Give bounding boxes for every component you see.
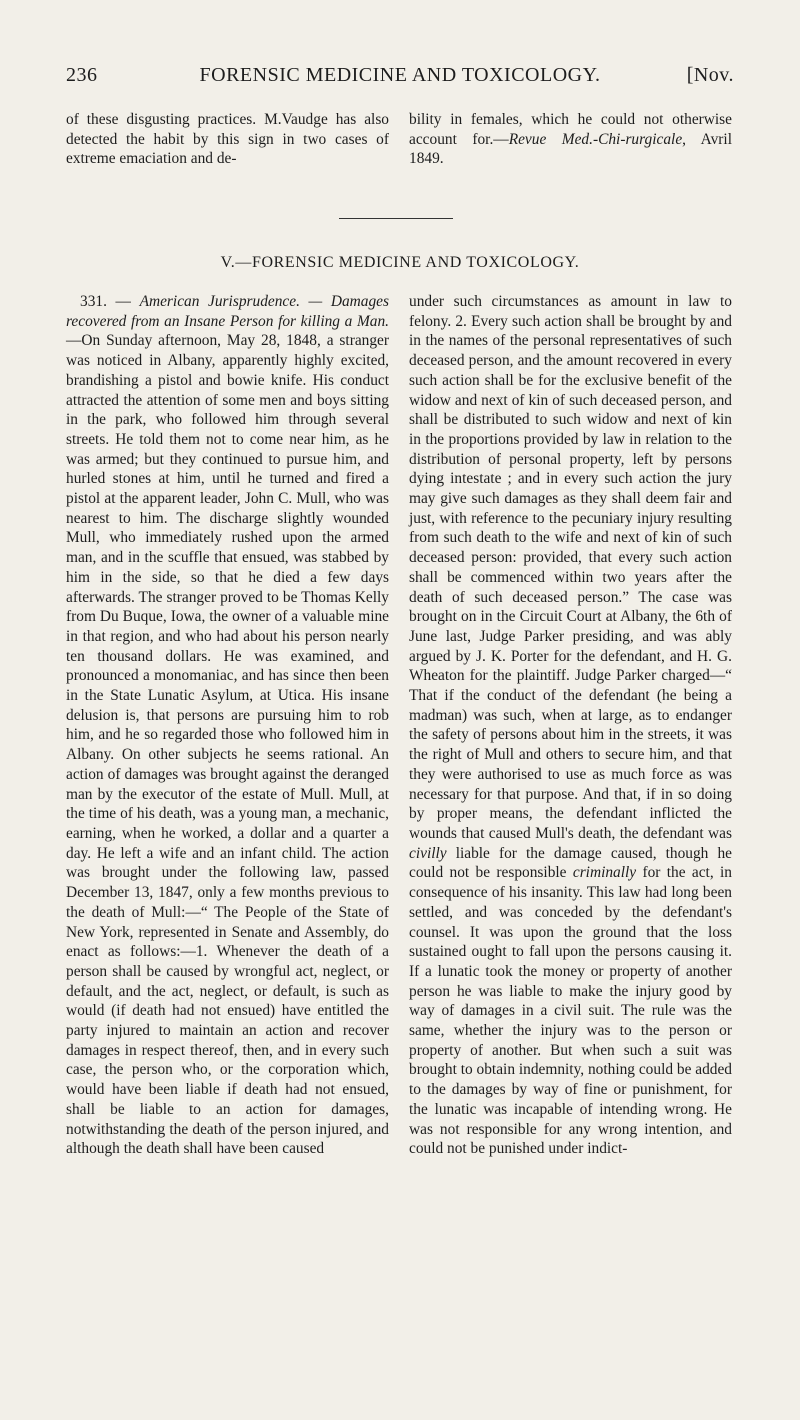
emphasis-civilly: civilly bbox=[409, 844, 447, 862]
running-title: FORENSIC MEDICINE AND TOXICOLOGY. bbox=[199, 64, 601, 86]
top-left-paragraph: of these disgusting practices. M.Vaudge has also detected the habit by this sign in two cases of extreme emaciation and de- bbox=[66, 111, 389, 168]
page-number: 236 bbox=[66, 64, 98, 86]
article-number: 331. — bbox=[80, 293, 140, 310]
running-month: [Nov. bbox=[686, 64, 734, 86]
article-continuation bbox=[409, 292, 732, 1159]
article-body-left: —On Sunday afternoon, May 28, 1848, a stranger was noticed in Albany, apparently highly excited, brandishing a pistol and bowie knife. His conduct attracted the attention of some men and boys sitting in the park, who followed him through several streets. He told them not to come near him, as he was armed; but they continued to pursue him, and hurled stones at him, until he turned and fired a pistol at the apparent leader, John C. Mull, who was nearest to him. The discharge slightly wounded Mull, who immediately rushed upon the armed man, and in the scuffle that ensued, was stabbed by him in the side, so that he died a few days afterwards. The stranger proved to be Thomas Kelly from Du Buque, Iowa, the owner of a valuable mine in that region, and who had about his person nearly ten thousand dollars. He was examined, and pronounced a monomaniac, and has since then been in the State Lunatic Asylum, at Utica. His insane delusion is, that persons are pursuing him to rob him, and he so regarded those who followed him in Albany. On other subjects he seems rational. An action of damages was brought against the deranged man by the executor of the estate of Mull. Mull, at the time of his death, was a young man, a mechanic, earning, when he worked, a dollar and a quarter a day. He left a wife and an infant child. The action was brought under the following law, passed December 13, 1847, only a few months previous to the death of Mull:—“ The People of the State of New York, represented in Senate and Assembly, do enact as follows:—1. Whenever the death of a person shall be caused by wrongful act, neglect, or default, and the act, neglect, or default, is such as would (if death had not ensued) have entitled the party injured to maintain an action and recover damages in respect thereof, then, and in every such case, the person who, or the corporation which, would have been liable if death had not ensued, shall be liable to an action for damages, notwithstanding the death of the person injured, and although the death shall have been caused bbox=[66, 332, 389, 1158]
article-body-right-3: for the act, in consequence of his insanity. This law had long been settled, and was conceded by the defendant's counsel. It was upon the ground that the loss sustained ought to fall upon the persons causing it. If a lunatic took the money or property of another person he was liable to make the injury good by way of damages in a civil suit. The rule was the same, whether the injury was to the person or property of another. But when such a suit was brought to obtain indemnity, nothing could be added to the damages by way of fine or punishment, for the lunatic was incapable of intending wrong. He was not responsible for any wrong intention, and could not be punished under indict- bbox=[409, 864, 733, 1158]
running-header bbox=[66, 64, 734, 94]
citation-date: , Avril 1849. bbox=[409, 130, 732, 168]
top-left-column bbox=[66, 110, 389, 169]
article-paragraph bbox=[66, 292, 389, 1159]
section-divider bbox=[339, 218, 453, 219]
top-right-text: bility in females, which he could not otherwise account for. bbox=[409, 111, 732, 148]
top-right-column bbox=[409, 110, 732, 169]
article-body-right-2: liable for the damage caused, though he could not be responsible bbox=[409, 844, 732, 882]
article-body-right-1: under such circumstances as amount in law to felony. 2. Every such action shall be brought by and in the names of the personal representatives of such deceased person, and the amount recovered in every such action shall be for the exclusive benefit of the widow and next of kin of such deceased person, and shall be distributed to such widow and next of kin in the proportions provided by law in relation to the distribution of personal property, left by persons dying intestate ; and in every such action the jury may give such damages as they shall deem fair and just, with reference to the pecuniary injury resulting from such death to the wife and next of kin of such deceased person: provided, that every such action shall be commenced within two years after the death of such deceased person.” The case was brought on in the Circuit Court at Albany, the 6th of June last, Judge Parker presiding, and was ably argued by J. K. Porter for the defendant, and H. G. Wheaton for the plaintiff. Judge Parker charged—“ That if the conduct of the defendant (he being a madman) was such, when at large, as to endanger the safety of persons about him in the streets, it was the right of Mull and others to secure him, and that they were authorised to use as much force as was necessary for that purpose. And that, if in so doing by proper means, the defendant inflicted the wounds that caused Mull's death, the defendant was bbox=[409, 293, 732, 842]
top-right-paragraph: bility in females, which he could not otherwise account for.—Revue Med.-Chi-rurgicale, Avril 1849. bbox=[409, 111, 732, 168]
source-citation: Revue Med.-Chi-rurgicale bbox=[508, 130, 683, 148]
article-left-column bbox=[66, 292, 389, 1159]
emphasis-criminally: criminally bbox=[572, 864, 637, 882]
section-title: V.—FORENSIC MEDICINE AND TOXICOLOGY. bbox=[220, 254, 580, 271]
article-right-column bbox=[409, 292, 732, 1159]
article-heading: American Jurisprudence. — Damages recovered from an Insane Person for killing a Man. bbox=[66, 293, 389, 330]
